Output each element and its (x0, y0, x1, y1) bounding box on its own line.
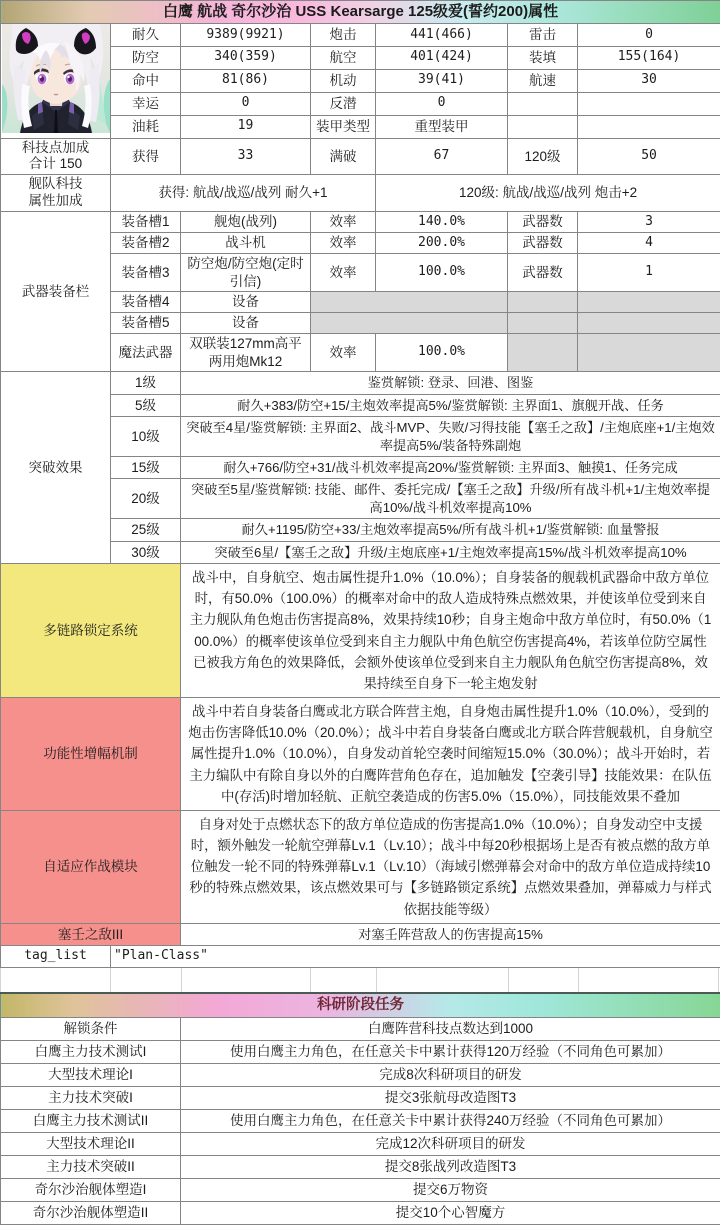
research-task-desc: 使用白鹰主力角色，在任意关卡中累计获得120万经验（不同角色可累加） (181, 1041, 720, 1064)
equip-count-label: 武器数 (508, 254, 578, 292)
breakthrough-section-label: 突破效果 (1, 372, 111, 564)
stat-label: 幸运 (111, 92, 181, 115)
equip-slot: 装备槽3 (111, 254, 181, 292)
breakthrough-desc: 鉴赏解锁: 登录、回港、图鉴 (181, 372, 720, 394)
equip-type: 设备 (181, 292, 311, 313)
research-task-desc: 提交6万物资 (181, 1179, 720, 1202)
equip-eff-value: 140.0% (376, 212, 508, 233)
research-task-name: 主力技术突破I (1, 1087, 181, 1110)
equip-empty-cell (578, 313, 720, 334)
stat-value: 0 (181, 92, 311, 115)
equip-type: 双联装127mm高平两用炮Mk12 (181, 334, 311, 372)
fleet-tech-level120-bonus: 120级: 航战/战巡/战列 炮击+2 (376, 175, 720, 212)
stat-value: 30 (578, 69, 720, 92)
stat-value: 39(41) (376, 69, 508, 92)
equip-eff-value: 100.0% (376, 334, 508, 372)
equip-eff-label: 效率 (311, 233, 376, 254)
research-task-desc: 提交3张航母改造图T3 (181, 1087, 720, 1110)
equip-count-value: 4 (578, 233, 720, 254)
stat-label: 机动 (311, 69, 376, 92)
research-task-desc: 白鹰阵营科技点数达到1000 (181, 1018, 720, 1041)
stat-label: 装填 (508, 46, 578, 69)
stat-value: 9389(9921) (181, 24, 311, 47)
stat-empty-cell (578, 115, 720, 138)
fleet-tech-label: 舰队科技 属性加成 (1, 175, 111, 212)
page-title: 白鹰 航战 奇尔沙治 USS Kearsarge 125级爱(誓约200)属性 (1, 1, 720, 24)
character-avatar (1, 24, 111, 139)
tech-points-value: 67 (376, 138, 508, 175)
skill-name: 塞壬之敌III (1, 923, 181, 945)
character-avatar-illustration (2, 24, 110, 133)
research-task-desc: 完成8次科研项目的研发 (181, 1064, 720, 1087)
fleet-tech-acquire-bonus: 获得: 航战/战巡/战列 耐久+1 (111, 175, 376, 212)
stat-label: 炮击 (311, 24, 376, 47)
equip-slot: 装备槽5 (111, 313, 181, 334)
equip-empty-cell (508, 313, 578, 334)
stat-value: 19 (181, 115, 311, 138)
stat-empty-cell (578, 92, 720, 115)
stat-label: 命中 (111, 69, 181, 92)
equip-empty-cell (311, 313, 508, 334)
research-task-name: 奇尔沙治舰体塑造II (1, 1202, 181, 1225)
breakthrough-level: 30级 (111, 541, 181, 563)
research-task-name: 大型技术理论II (1, 1133, 181, 1156)
stat-label: 防空 (111, 46, 181, 69)
stat-value: 401(424) (376, 46, 508, 69)
equip-type: 防空炮/防空炮(定时引信) (181, 254, 311, 292)
equip-eff-label: 效率 (311, 212, 376, 233)
stat-value: 重型装甲 (376, 115, 508, 138)
stat-value: 441(466) (376, 24, 508, 47)
equip-empty-cell (578, 334, 720, 372)
equip-eff-label: 效率 (311, 334, 376, 372)
equip-empty-cell (508, 292, 578, 313)
equip-type: 舰炮(战列) (181, 212, 311, 233)
stat-label: 航速 (508, 69, 578, 92)
breakthrough-desc: 耐久+766/防空+31/战斗机效率提高20%/鉴赏解锁: 主界面3、触摸1、任务完成 (181, 456, 720, 478)
skill-desc: 自身对处于点燃状态下的敌方单位造成的伤害提高1.0%（10.0%）；自身发动空中支援时，额外触发一轮航空弹幕Lv.1（Lv.10）；战斗中每20秒根据场上是否有被点燃的敌方单位触发一轮不同的特殊弹幕Lv.1（Lv.10）（海域引燃弹幕会对命中的敌方单位造成持续10秒的特殊点燃效果，该点燃效果可与【多链路锁定系统】点燃效果叠加，弹幕威力与样式依据技能等级） (181, 810, 720, 923)
research-task-name: 白鹰主力技术测试I (1, 1041, 181, 1064)
breakthrough-desc: 耐久+383/防空+15/主炮效率提高5%/鉴赏解锁: 主界面1、旗舰开战、任务 (181, 394, 720, 416)
equip-eff-value: 100.0% (376, 254, 508, 292)
skill-name: 多链路锁定系统 (1, 564, 181, 698)
research-task-name: 白鹰主力技术测试II (1, 1110, 181, 1133)
tag-list-value: "Plan-Class" (111, 946, 720, 968)
stat-label: 航空 (311, 46, 376, 69)
stat-value: 0 (376, 92, 508, 115)
breakthrough-level: 5级 (111, 394, 181, 416)
tech-points-key: 获得 (111, 138, 181, 175)
breakthrough-desc: 突破至4星/鉴赏解锁: 主界面2、战斗MVP、失败/习得技能【塞壬之敌】/主炮底座+1/主炮效率提高5%/装备特殊副炮 (181, 417, 720, 457)
stat-label: 油耗 (111, 115, 181, 138)
research-task-desc: 提交10个心智魔方 (181, 1202, 720, 1225)
equip-type: 设备 (181, 313, 311, 334)
research-task-name: 大型技术理论I (1, 1064, 181, 1087)
equip-empty-cell (508, 334, 578, 372)
equip-slot: 装备槽1 (111, 212, 181, 233)
equip-count-label: 武器数 (508, 233, 578, 254)
skill-desc: 战斗中若自身装备白鹰或北方联合阵营主炮，自身炮击属性提升1.0%（10.0%），受到的炮击伤害降低10.0%（20.0%）；战斗中若自身装备白鹰或北方联合阵营舰载机，自身航空属性提升1.0%（10.0%），自身发动首轮空袭时间缩短15.0%（30.0%）；战斗开始时，若主力编队中有除自身以外的白鹰阵营角色存在，追加触发【空袭引导】技能效果：在队伍中(存活)时增加轻航、正航空袭造成的伤害5.0%（15.0%），同技能效果不叠加 (181, 698, 720, 811)
tech-points-value: 50 (578, 138, 720, 175)
research-task-name: 解锁条件 (1, 1018, 181, 1041)
skill-name: 功能性增幅机制 (1, 698, 181, 811)
stat-label: 装甲类型 (311, 115, 376, 138)
stat-value: 81(86) (181, 69, 311, 92)
stat-value: 340(359) (181, 46, 311, 69)
research-section-title: 科研阶段任务 (1, 993, 720, 1018)
research-task-table (0, 992, 720, 1225)
equip-type: 战斗机 (181, 233, 311, 254)
equip-count-label: 武器数 (508, 212, 578, 233)
equip-slot: 装备槽2 (111, 233, 181, 254)
breakthrough-desc: 突破至5星/鉴赏解锁: 技能、邮件、委托完成/【塞壬之敌】升级/所有战斗机+1/主炮效率提高10%/战斗机效率提高10% (181, 479, 720, 519)
equip-count-value: 1 (578, 254, 720, 292)
table-gap-spacer (0, 968, 719, 992)
stat-empty-cell (508, 92, 578, 115)
tech-points-label: 科技点加成 合计 150 (1, 138, 111, 175)
skill-desc: 对塞壬阵营敌人的伤害提高15% (181, 923, 720, 945)
tag-list-key: tag_list (1, 946, 111, 968)
breakthrough-level: 25级 (111, 519, 181, 541)
equipment-section-label: 武器装备栏 (1, 212, 111, 372)
research-task-desc: 提交8张战列改造图T3 (181, 1156, 720, 1179)
breakthrough-desc: 耐久+1195/防空+33/主炮效率提高5%/所有战斗机+1/鉴赏解锁: 血量警报 (181, 519, 720, 541)
research-task-desc: 完成12次科研项目的研发 (181, 1133, 720, 1156)
breakthrough-level: 10级 (111, 417, 181, 457)
breakthrough-level: 15级 (111, 456, 181, 478)
stat-label: 耐久 (111, 24, 181, 47)
stat-value: 0 (578, 24, 720, 47)
stat-label: 雷击 (508, 24, 578, 47)
research-task-name: 奇尔沙治舰体塑造I (1, 1179, 181, 1202)
equip-count-value: 3 (578, 212, 720, 233)
equip-eff-label: 效率 (311, 254, 376, 292)
research-task-name: 主力技术突破II (1, 1156, 181, 1179)
tech-points-value: 33 (181, 138, 311, 175)
breakthrough-desc: 突破至6星/【塞壬之敌】升级/主炮底座+1/主炮效率提高15%/战斗机效率提高10% (181, 541, 720, 563)
equip-slot: 装备槽4 (111, 292, 181, 313)
breakthrough-level: 1级 (111, 372, 181, 394)
tech-points-key: 120级 (508, 138, 578, 175)
equip-slot: 魔法武器 (111, 334, 181, 372)
stat-label: 反潜 (311, 92, 376, 115)
equip-empty-cell (311, 292, 508, 313)
stat-value: 155(164) (578, 46, 720, 69)
breakthrough-level: 20级 (111, 479, 181, 519)
equip-eff-value: 200.0% (376, 233, 508, 254)
skill-desc: 战斗中，自身航空、炮击属性提升1.0%（10.0%）；自身装备的舰载机武器命中敌方单位时，有50.0%（100.0%）的概率对命中的敌人造成特殊点燃效果，并使该单位受到来自主力舰队角色炮击伤害提高8%，效果持续10秒；自身主炮命中敌方单位时，有50.0%（100.0%）的概率使该单位受到来自主力舰队中角色航空伤害提高4%，若该单位防空属性已被我方角色的效果降低，会额外使该单位受到来自主力舰队角色航空伤害提高8%，效果持续至自身下一轮主炮发射 (181, 564, 720, 698)
research-task-desc: 使用白鹰主力角色，在任意关卡中累计获得240万经验（不同角色可累加） (181, 1110, 720, 1133)
equip-empty-cell (578, 292, 720, 313)
skill-name: 自适应作战模块 (1, 810, 181, 923)
stat-empty-cell (508, 115, 578, 138)
tech-points-key: 满破 (311, 138, 376, 175)
